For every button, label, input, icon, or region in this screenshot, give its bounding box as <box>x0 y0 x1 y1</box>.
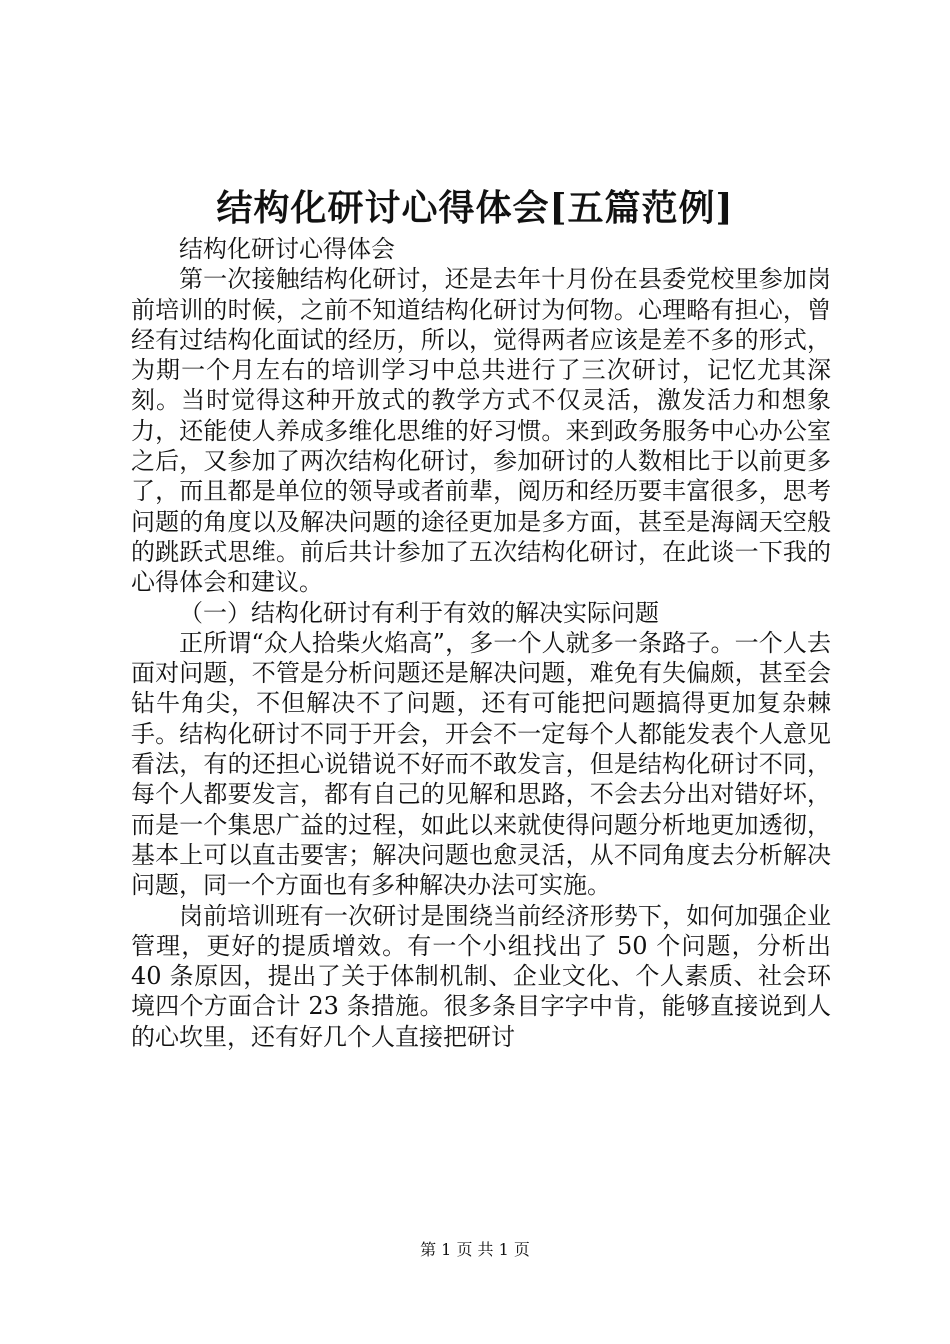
body-paragraph: 岗前培训班有一次研讨是围绕当前经济形势下，如何加强企业管理，更好的提质增效。有一个小组找出了 50 个问题，分析出 40 条原因，提出了关于体制机制、企业文化、个人素质、社会环境四个方面合计 23 条措施。很多条目字字中肯，能够直接说到人的心坎里，还有好几个人直接把研讨 <box>131 901 831 1051</box>
subtitle-paragraph: 结构化研讨心得体会 <box>179 235 395 263</box>
section-heading: （一）结构化研讨有利于有效的解决实际问题 <box>179 598 659 627</box>
body-paragraph: 第一次接触结构化研讨，还是去年十月份在县委党校里参加岗前培训的时候，之前不知道结构化研讨为何物。心理略有担心，曾经有过结构化面试的经历，所以，觉得两者应该是差不多的形式，为期一个月左右的培训学习中总共进行了三次研讨，记忆尤其深刻。当时觉得这种开放式的教学方式不仅灵活，激发活力和想象力，还能使人养成多维化思维的好习惯。来到政务服务中心办公室之后，又参加了两次结构化研讨，参加研讨的人数相比于以前更多了，而且都是单位的领导或者前辈，阅历和经历要丰富很多，思考问题的角度以及解决问题的途径更加是多方面，甚至是海阔天空般的跳跃式思维。前后共计参加了五次结构化研讨，在此谈一下我的心得体会和建议。 <box>131 265 831 597</box>
body-paragraph: 正所谓“众人拾柴火焰高”，多一个人就多一条路子。一个人去面对问题，不管是分析问题还是解决问题，难免有失偏颇，甚至会钻牛角尖，不但解决不了问题，还有可能把问题搞得更加复杂棘手。结构化研讨不同于开会，开会不一定每个人都能发表个人意见看法，有的还担心说错说不好而不敢发言，但是结构化研讨不同，每个人都要发言，都有自己的见解和思路，不会去分出对错好坏，而是一个集思广益的过程，如此以来就使得问题分析地更加透彻，基本上可以直击要害；解决问题也愈灵活，从不同角度去分析解决问题，同一个方面也有多种解决办法可实施。 <box>131 628 831 900</box>
document-title: 结构化研讨心得体会[五篇范例] <box>216 187 734 229</box>
document-body <box>131 234 831 1052</box>
page-footer: 第 1 页 共 1 页 <box>420 1240 530 1259</box>
